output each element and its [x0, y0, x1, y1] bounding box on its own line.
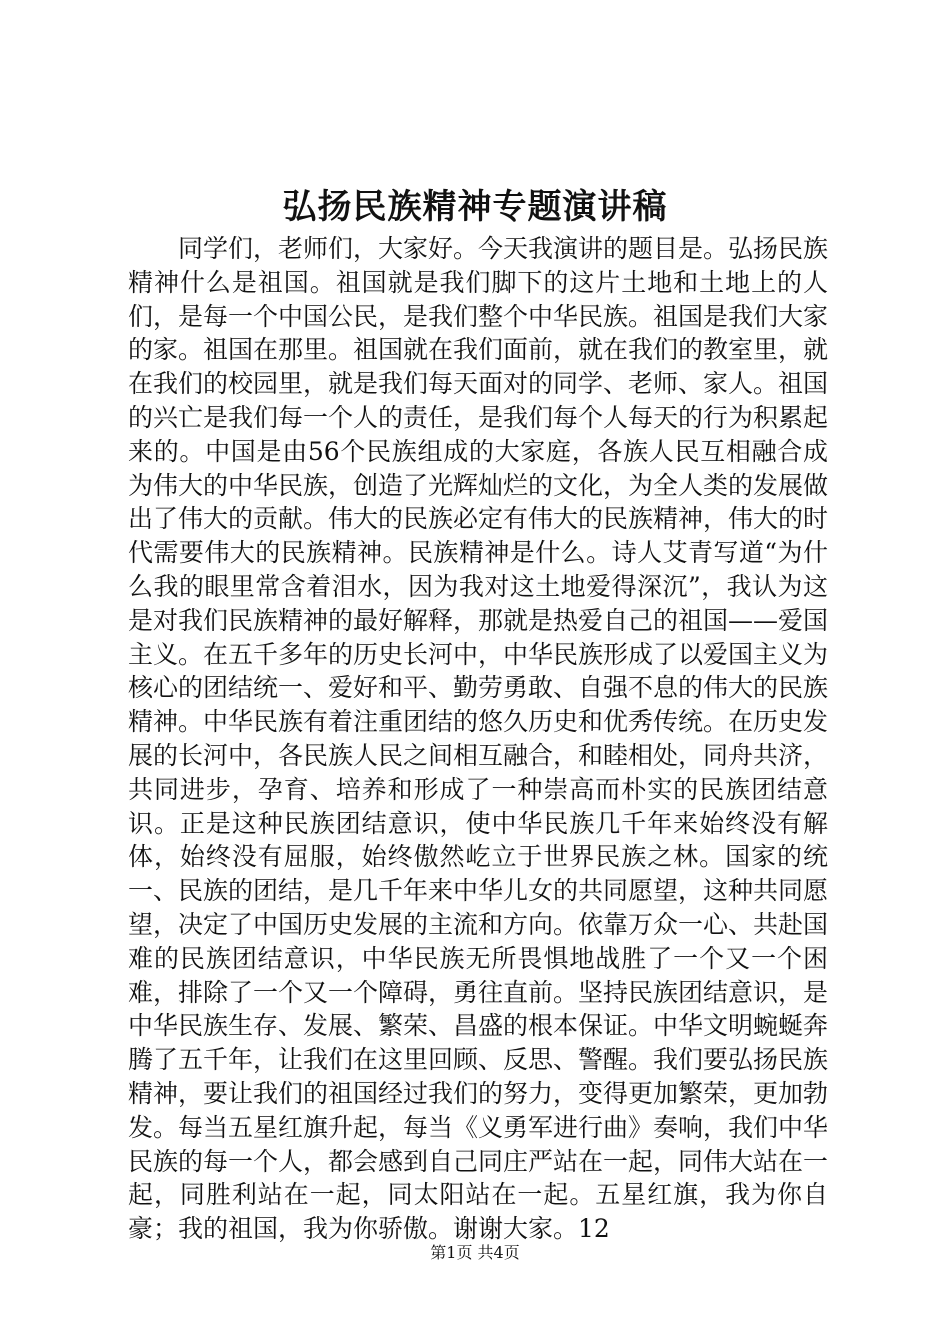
document-title: 弘扬民族精神专题演讲稿 — [282, 187, 668, 227]
speech-body-paragraph: 同学们，老师们，大家好。今天我演讲的题目是。弘扬民族精神什么是祖国。祖国就是我们脚下的这片土地和土地上的人们，是每一个中国公民，是我们整个中华民族。祖国是我们大家的家。祖国在那里。祖国就在我们面前，就在我们的教室里，就在我们的校园里，就是我们每天面对的同学、老师、家人。祖国的兴亡是我们每一个人的责任，是我们每个人每天的行为积累起来的。中国是由56个民族组成的大家庭，各族人民互相融合成为伟大的中华民族，创造了光辉灿烂的文化，为全人类的发展做出了伟大的贡献。伟大的民族必定有伟大的民族精神，伟大的时代需要伟大的民族精神。民族精神是什么。诗人艾青写道“为什么我的眼里常含着泪水，因为我对这土地爱得深沉”，我认为这是对我们民族精神的最好解释，那就是热爱自己的祖国——爱国主义。在五千多年的历史长河中，中华民族形成了以爱国主义为核心的团结统一、爱好和平、勤劳勇敢、自强不息的伟大的民族精神。中华民族有着注重团结的悠久历史和优秀传统。在历史发展的长河中，各民族人民之间相互融合，和睦相处，同舟共济，共同进步，孕育、培养和形成了一种崇高而朴实的民族团结意识。正是这种民族团结意识，使中华民族几千年来始终没有解体，始终没有屈服，始终傲然屹立于世界民族之林。国家的统一、民族的团结，是几千年来中华儿女的共同愿望，这种共同愿望，决定了中国历史发展的主流和方向。依靠万众一心、共赴国难的民族团结意识，中华民族无所畏惧地战胜了一个又一个困难，排除了一个又一个障碍，勇往直前。坚持民族团结意识，是中华民族生存、发展、繁荣、昌盛的根本保证。中华文明蜿蜒奔腾了五千年，让我们在这里回顾、反思、警醒。我们要弘扬民族精神，要让我们的祖国经过我们的努力，变得更加繁荣，更加勃发。每当五星红旗升起，每当《义勇军进行曲》奏响，我们中华民族的每一个人，都会感到自己同庄严站在一起，同伟大站在一起，同胜利站在一起，同太阳站在一起。五星红旗，我为你自豪；我的祖国，我为你骄傲。谢谢大家。12 — [128, 234, 829, 1244]
page-number-footer: 第1页 共4页 — [430, 1243, 520, 1262]
